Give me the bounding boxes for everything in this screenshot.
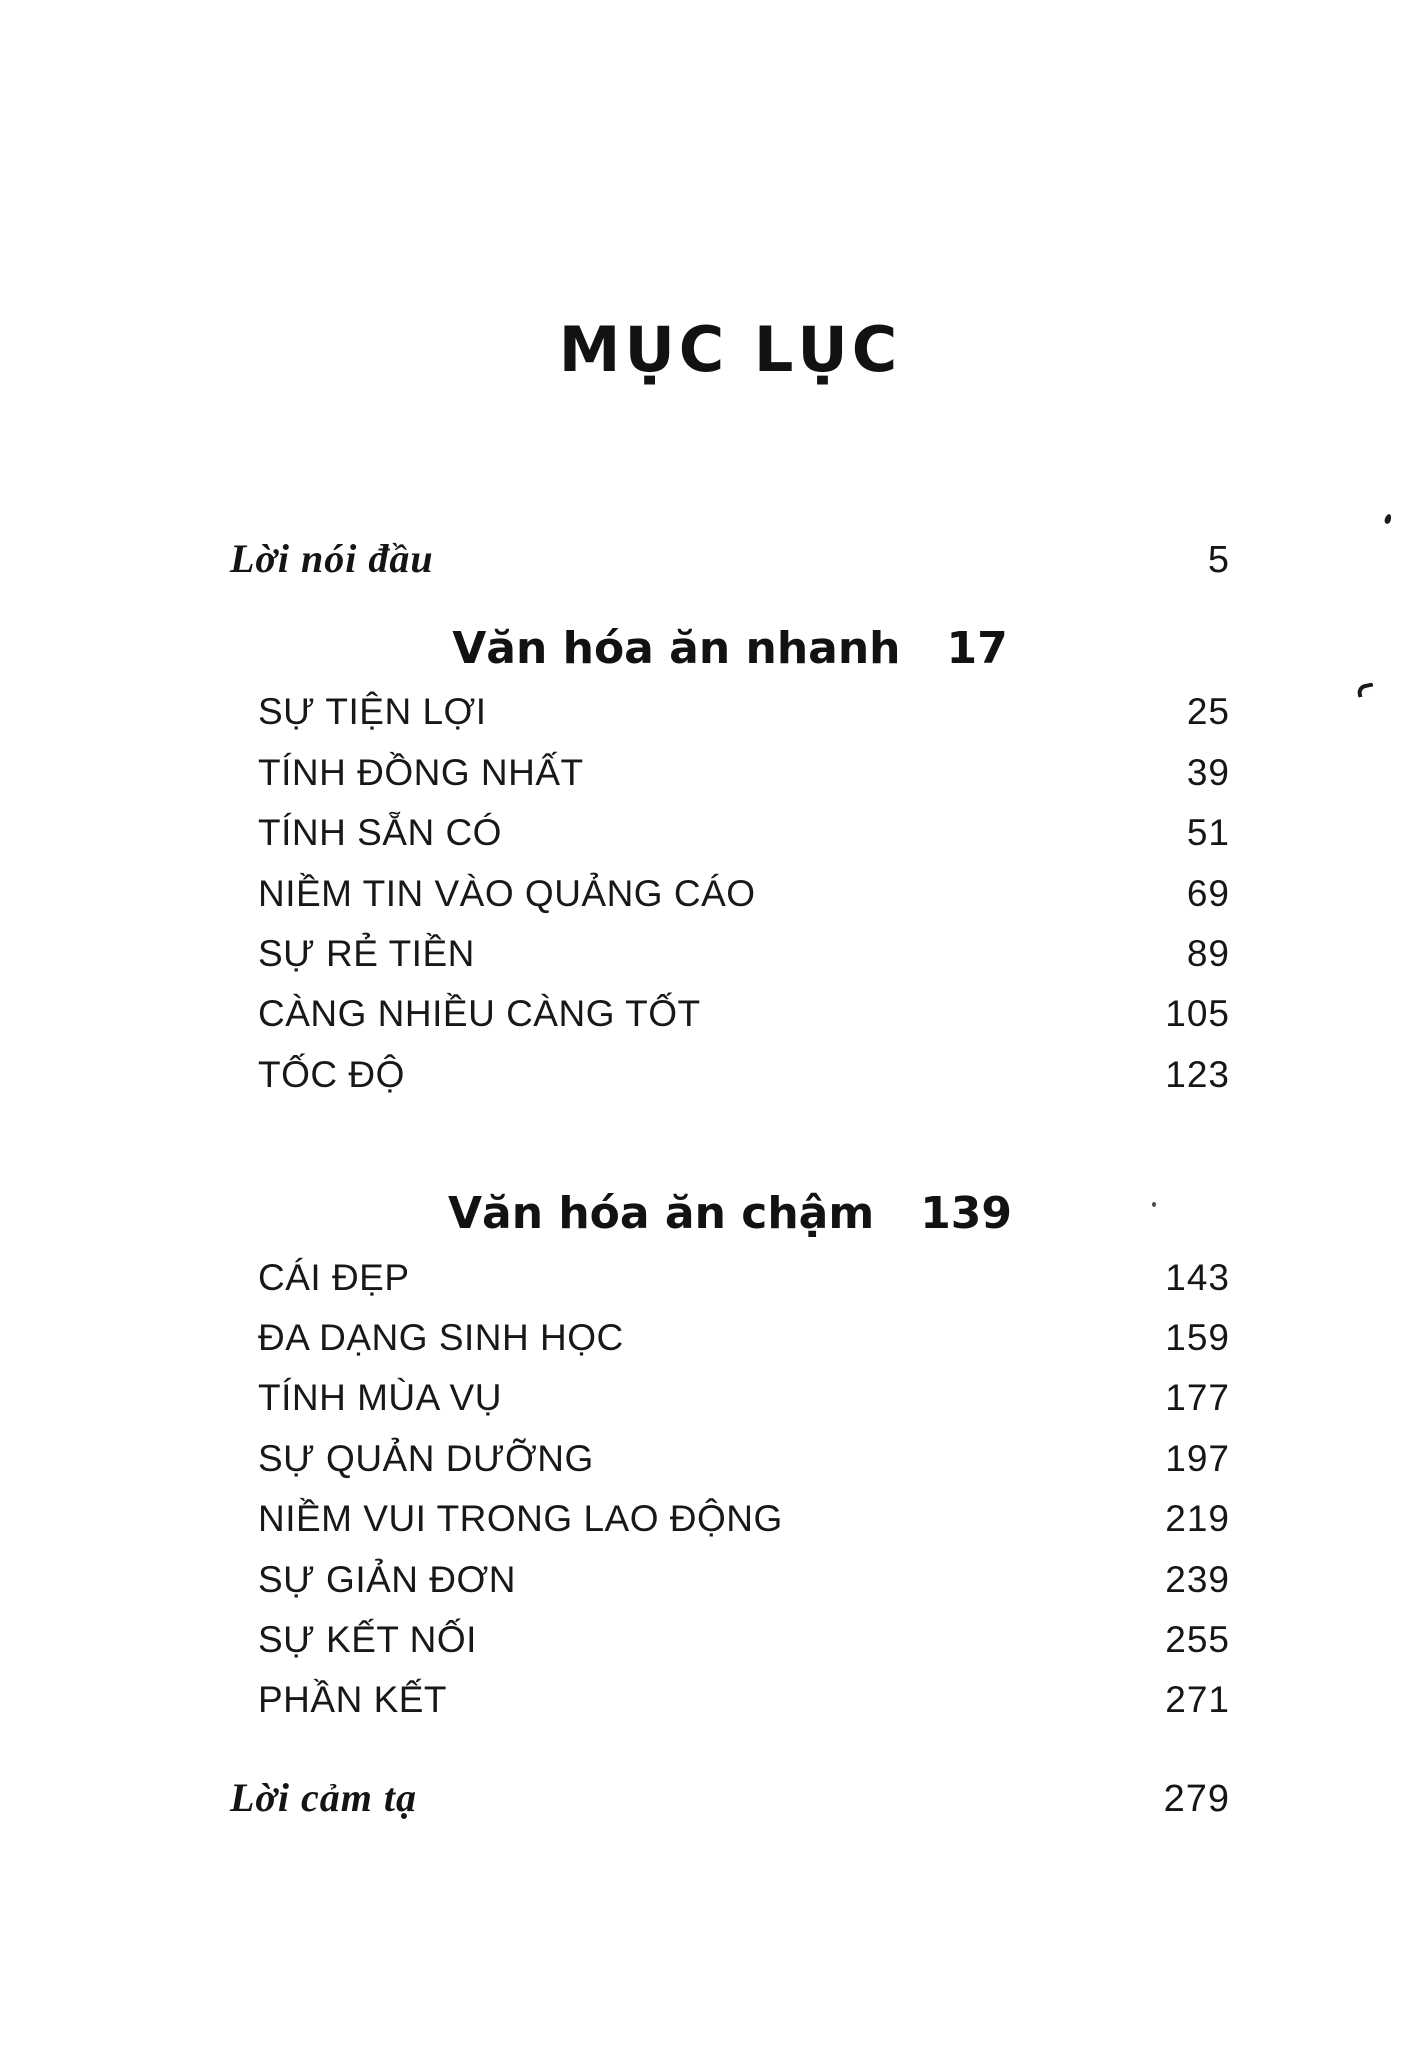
toc-entry bbox=[230, 1497, 1230, 1541]
toc-entry-page: 255 bbox=[1165, 1619, 1230, 1661]
toc-entry-page: 39 bbox=[1186, 751, 1230, 793]
toc-entry bbox=[230, 872, 1230, 916]
section-items-slow-food bbox=[230, 1256, 1230, 1723]
toc-entry-label: TÍNH MÙA VỤ bbox=[258, 1377, 502, 1419]
front-matter-label: Lời nói đầu bbox=[230, 536, 434, 582]
toc-entry bbox=[230, 1316, 1230, 1360]
toc-entry-label: TÍNH SẴN CÓ bbox=[258, 812, 502, 854]
toc-entry-page: 177 bbox=[1165, 1377, 1230, 1419]
toc-entry-label: SỰ KẾT NỐI bbox=[258, 1619, 477, 1661]
toc-entry-page: 239 bbox=[1165, 1558, 1230, 1600]
toc-entry bbox=[230, 1618, 1230, 1662]
toc-entry-page: 143 bbox=[1165, 1256, 1230, 1298]
toc-entry-page: 159 bbox=[1165, 1317, 1230, 1359]
toc-entry bbox=[230, 1558, 1230, 1602]
toc-entry bbox=[230, 811, 1230, 855]
page-title: MỤC LỤC bbox=[558, 313, 902, 386]
toc-entry-label: SỰ GIẢN ĐƠN bbox=[258, 1558, 516, 1600]
toc-content bbox=[230, 536, 1230, 1822]
toc-entry-page: 105 bbox=[1165, 993, 1230, 1035]
toc-entry-page: 219 bbox=[1165, 1498, 1230, 1540]
front-matter-page: 5 bbox=[1207, 539, 1230, 582]
toc-entry-label: SỰ RẺ TIỀN bbox=[258, 932, 475, 974]
back-matter-page: 279 bbox=[1163, 1777, 1230, 1820]
toc-entry-label: SỰ QUẢN DƯỠNG bbox=[258, 1437, 594, 1479]
section-items-fast-food bbox=[230, 690, 1230, 1097]
toc-entry-label: CÁI ĐẸP bbox=[258, 1256, 410, 1298]
toc-entry-label: NIỀM TIN VÀO QUẢNG CÁO bbox=[258, 872, 756, 914]
section-header-slow-food bbox=[230, 1189, 1230, 1240]
toc-entry bbox=[230, 1678, 1230, 1722]
toc-entry bbox=[230, 1376, 1230, 1420]
toc-entry bbox=[230, 992, 1230, 1036]
section-page: 17 bbox=[946, 622, 1008, 674]
toc-entry bbox=[230, 751, 1230, 795]
toc-entry-page: 51 bbox=[1186, 812, 1230, 854]
toc-entry-label: TÍNH ĐỒNG NHẤT bbox=[258, 751, 584, 793]
toc-entry-label: CÀNG NHIỀU CÀNG TỐT bbox=[258, 993, 701, 1035]
toc-entry-label: NIỀM VUI TRONG LAO ĐỘNG bbox=[258, 1498, 783, 1540]
toc-entry-label: PHẦN KẾT bbox=[258, 1679, 448, 1721]
toc-entry-page: 123 bbox=[1165, 1053, 1230, 1095]
scan-artifact-speck bbox=[1152, 1202, 1156, 1207]
toc-entry bbox=[230, 1256, 1230, 1300]
toc-entry bbox=[230, 690, 1230, 734]
back-matter-row bbox=[230, 1775, 1230, 1823]
scan-artifact-dot bbox=[1384, 513, 1393, 524]
toc-entry-page: 197 bbox=[1165, 1437, 1230, 1479]
back-matter-label: Lời cảm tạ bbox=[230, 1774, 417, 1820]
front-matter-row bbox=[230, 536, 1230, 584]
section-title: Văn hóa ăn chậm bbox=[447, 1188, 875, 1240]
section-header-fast-food bbox=[230, 624, 1230, 675]
toc-entry bbox=[230, 1053, 1230, 1097]
scan-artifact-hook bbox=[1356, 682, 1375, 697]
toc-entry-page: 25 bbox=[1186, 691, 1230, 733]
section-title: Văn hóa ăn nhanh bbox=[452, 622, 901, 674]
section-page: 139 bbox=[920, 1188, 1013, 1240]
toc-entry-label: TỐC ĐỘ bbox=[258, 1053, 405, 1095]
toc-entry bbox=[230, 932, 1230, 976]
toc-entry-page: 271 bbox=[1165, 1679, 1230, 1721]
toc-entry-page: 89 bbox=[1186, 932, 1230, 974]
toc-entry-label: SỰ TIỆN LỢI bbox=[258, 691, 487, 733]
toc-entry-page: 69 bbox=[1186, 872, 1230, 914]
toc-entry-label: ĐA DẠNG SINH HỌC bbox=[258, 1317, 624, 1359]
toc-entry bbox=[230, 1437, 1230, 1481]
